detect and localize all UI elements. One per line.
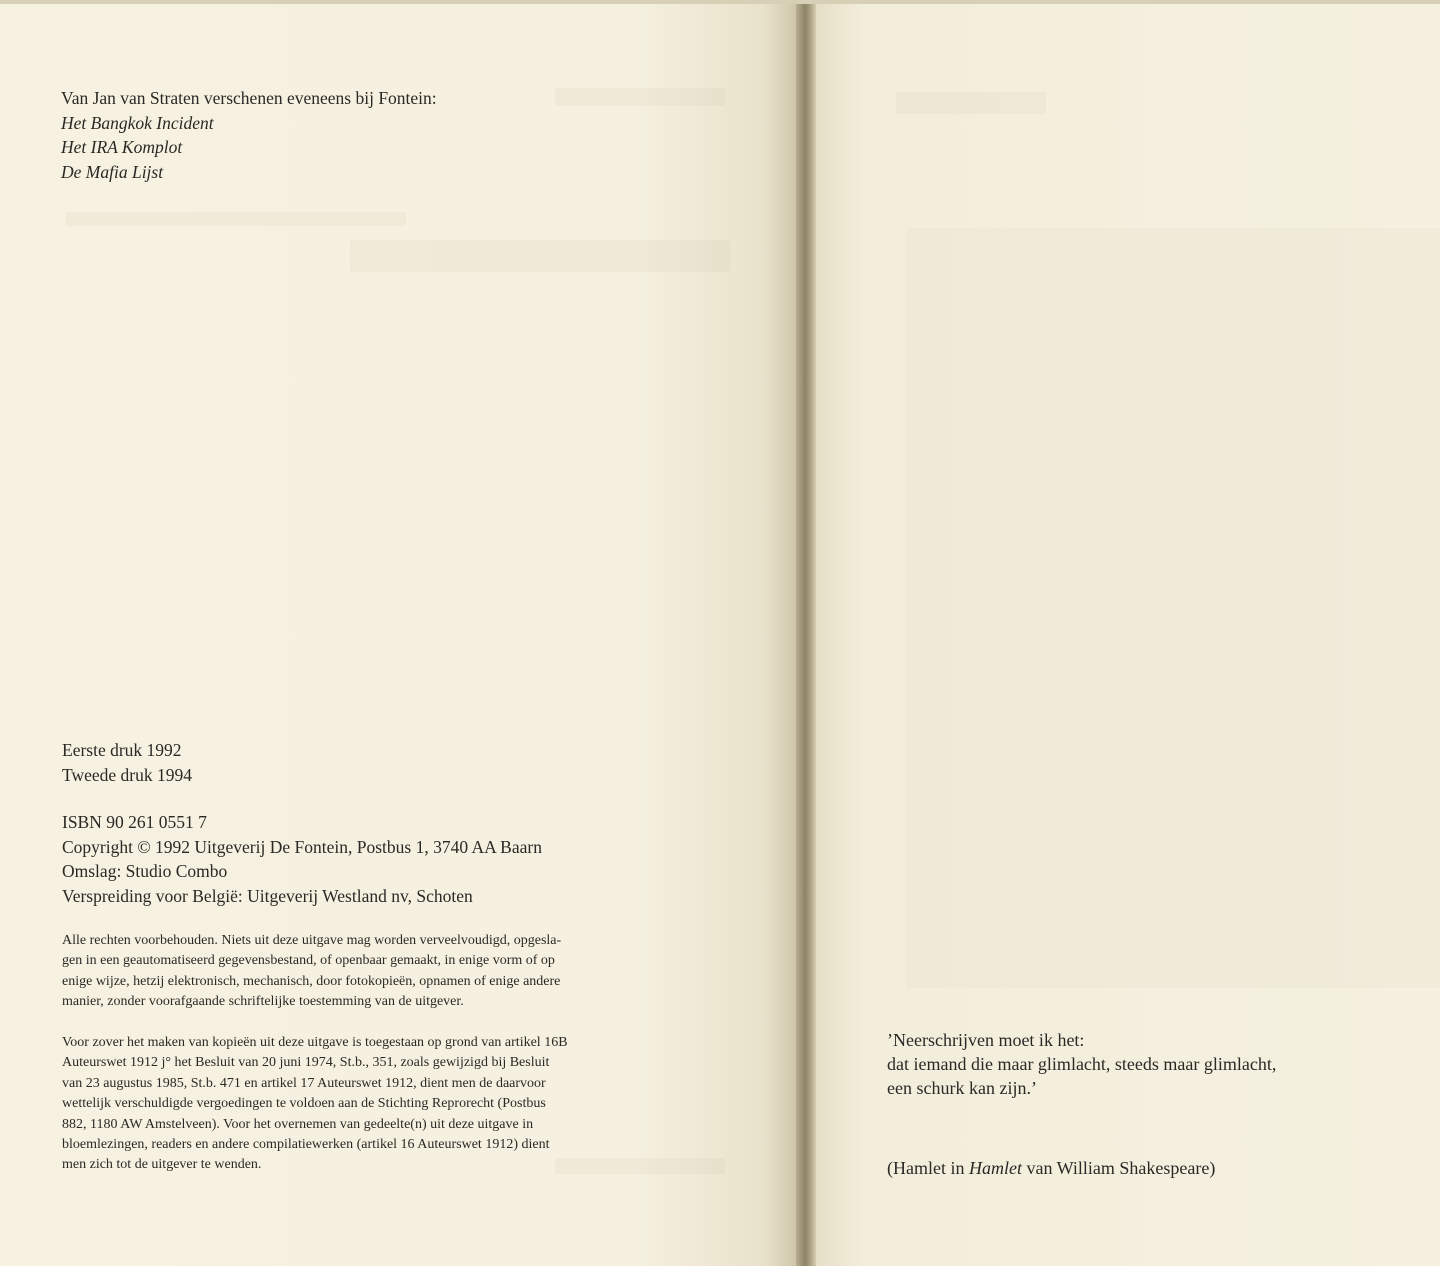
rights-reserved-notice: [62, 931, 738, 1013]
reprorecht-line: wettelijk verschuldigde vergoedingen te voldoen aan de Stichting Reprorecht (Postbus: [62, 1096, 546, 1112]
epigraph: [887, 1028, 1276, 1100]
edition-line: Eerste druk 1992: [62, 740, 182, 760]
also-by-author: [61, 86, 437, 184]
epigraph-line: ’Neerschrijven moet ik het:: [887, 1030, 1085, 1050]
book-gutter: [796, 0, 816, 1266]
reprorecht-line: Voor zover het maken van kopieën uit deze uitgave is toegestaan op grond van artikel 16B: [62, 1035, 568, 1050]
distribution: Verspreiding voor België: Uitgeverij Westland nv, Schoten: [62, 885, 473, 906]
reprorecht-line: bloemlezingen, readers en andere compilatiewerken (artikel 16 Auteurswet 1912) dient: [62, 1137, 550, 1153]
page-edge: [0, 0, 1440, 4]
copyright: Copyright © 1992 Uitgeverij De Fontein, Postbus 1, 3740 AA Baarn: [62, 836, 542, 857]
rights-line: enige wijze, hetzij elektronisch, mechanisch, door fotokopieën, opnamen of enige andere: [62, 973, 561, 989]
book-title: Het IRA Komplot: [61, 137, 183, 157]
reprorecht-line: van 23 augustus 1985, St.b. 471 en artikel 17 Auteurswet 1912, dient men de daarvoor: [62, 1075, 546, 1091]
attribution-work: Hamlet: [968, 1158, 1022, 1178]
reprorecht-line: men zich tot de uitgever te wenden.: [62, 1157, 262, 1173]
epigraph-attribution: [887, 1156, 1215, 1180]
reprorecht-line: Auteurswet 1912 j° het Besluit van 20 juni 1974, St.b., 351, zoals gewijzigd bij Besluit: [62, 1055, 550, 1071]
show-through-heading: [896, 92, 1046, 114]
show-through-text: [906, 228, 1440, 988]
rights-line: Alle rechten voorbehouden. Niets uit deze uitgave mag worden verveelvoudigd, opgesla-: [62, 933, 562, 948]
rights-line: manier, zonder voorafgaande schriftelijke toestemming van de uitgever.: [62, 994, 464, 1010]
epigraph-line: dat iemand die maar glimlacht, steeds maar glimlacht,: [887, 1054, 1277, 1074]
book-title: Het Bangkok Incident: [61, 112, 214, 133]
attribution-after: van William Shakespeare): [1021, 1158, 1216, 1178]
isbn: ISBN 90 261 0551 7: [62, 812, 207, 832]
cover-credit: Omslag: Studio Combo: [62, 861, 228, 881]
show-through-dedication: [66, 212, 406, 226]
show-through-author: [555, 88, 725, 106]
publication-info: [62, 810, 542, 908]
also-by-heading: Van Jan van Straten verschenen eveneens bij Fontein:: [61, 88, 437, 108]
edition-history: [62, 738, 192, 788]
edition-line: Tweede druk 1994: [62, 765, 192, 785]
show-through-title: [350, 240, 730, 272]
rights-line: gen in een geautomatiseerd gegevensbestand, of openbaar gemaakt, in enige vorm of op: [62, 953, 555, 969]
book-title: De Mafia Lijst: [61, 161, 164, 182]
reprorecht-line: 882, 1180 AW Amstelveen). Voor het overnemen van gedeelte(n) uit deze uitgave in: [62, 1116, 534, 1132]
epigraph-line: een schurk kan zijn.’: [887, 1078, 1037, 1098]
attribution-before: (Hamlet in: [887, 1158, 969, 1178]
reprorecht-notice: [62, 1033, 738, 1176]
